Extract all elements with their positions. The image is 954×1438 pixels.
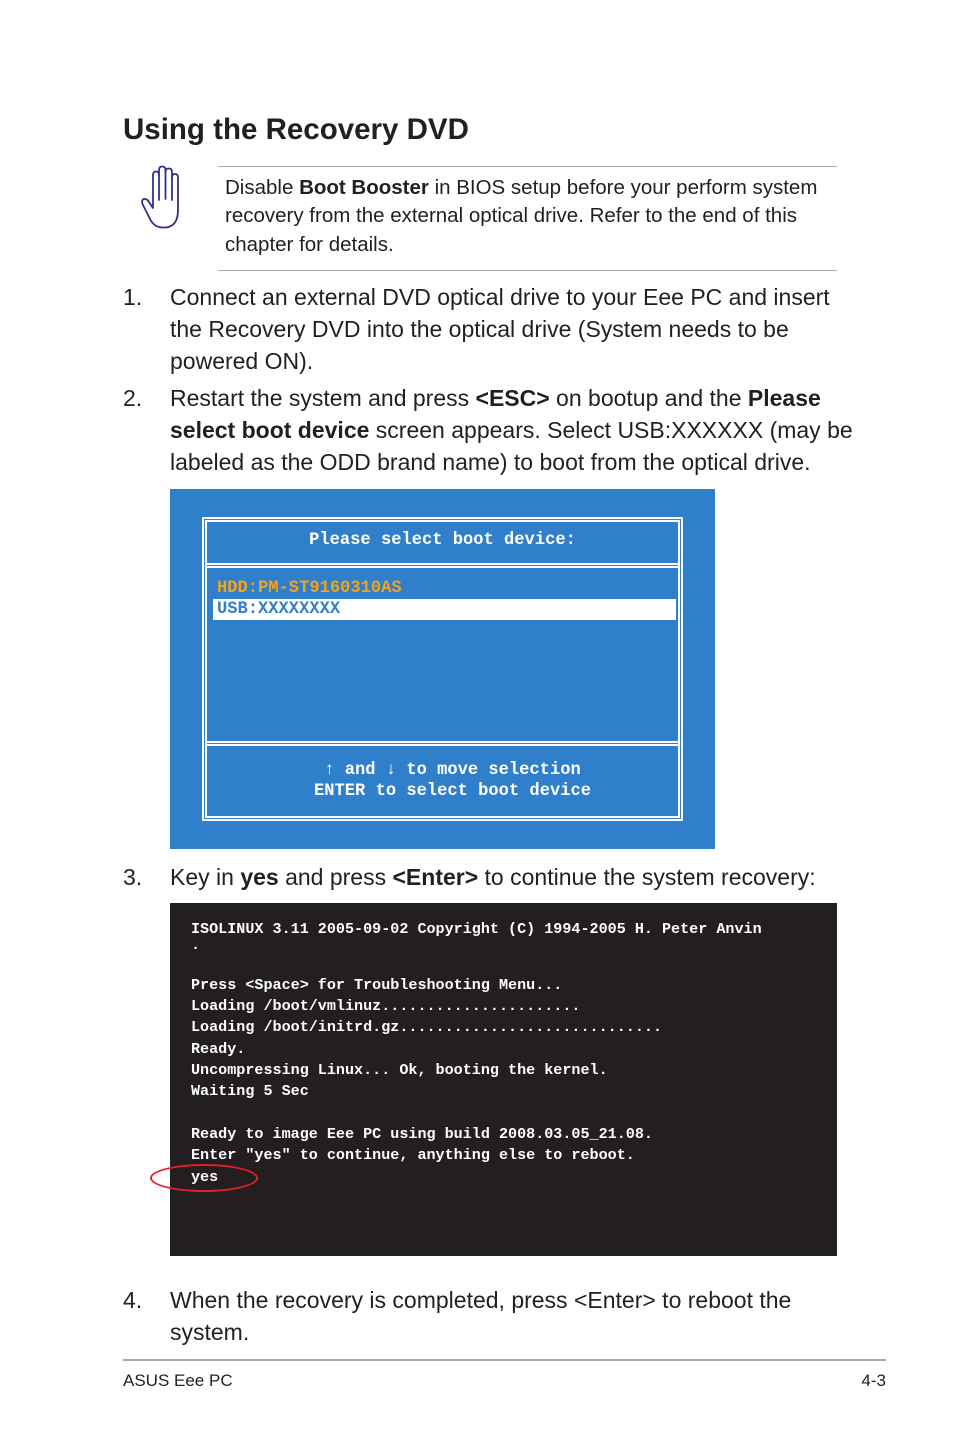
boot-device-usb: USB:XXXXXXXX: [213, 599, 676, 620]
step-text: [170, 382, 853, 478]
boot-menu-frame: [202, 517, 683, 821]
step-line: the Recovery DVD into the optical drive (System needs to be: [170, 316, 789, 342]
terminal-input-yes: yes: [191, 1167, 219, 1186]
terminal-line: Ready to image Eee PC using build 2008.03.05_21.08.: [191, 1125, 653, 1144]
bold-text: Boot Booster: [299, 175, 429, 199]
step-line: [170, 382, 853, 414]
boot-menu-screenshot: [170, 489, 715, 849]
step-line: labeled as the ODD brand name) to boot from the optical drive.: [170, 449, 811, 475]
footer-divider: [123, 1359, 886, 1361]
yes-highlight-ellipse: [150, 1164, 258, 1192]
terminal-block: [191, 921, 762, 953]
footer-product-name: ASUS Eee PC: [123, 1371, 233, 1390]
step-line: [170, 861, 816, 893]
note-text: [225, 174, 817, 260]
finger-separators: [159, 172, 172, 200]
text-run: Restart the system and press: [170, 385, 476, 411]
step-text: [170, 281, 830, 377]
text-run: screen appears. Select USB:XXXXXX (may be: [369, 417, 853, 443]
bold-text: Please: [747, 385, 821, 411]
bold-text: <Enter>: [392, 864, 479, 890]
page-title: Using the Recovery DVD: [123, 113, 469, 146]
note-box: [218, 166, 837, 271]
step-line: powered ON).: [170, 348, 314, 374]
step-line: When the recovery is completed, press <Enter> to reboot the: [170, 1287, 792, 1313]
step-line: system.: [170, 1319, 250, 1345]
boot-menu-title: Please select boot device:: [207, 522, 678, 568]
terminal-line: Press <Space> for Troubleshooting Menu...: [191, 976, 563, 994]
boot-help-line: ENTER to select boot device: [314, 781, 591, 801]
bold-text: <ESC>: [475, 385, 550, 411]
page-number: 4-3: [861, 1371, 886, 1390]
terminal-line: Loading /boot/vmlinuz......................: [191, 997, 581, 1016]
step-text: [170, 861, 816, 893]
terminal-block: [191, 975, 762, 1102]
step-number: 4.: [123, 1287, 143, 1313]
text-run: to continue the system recovery:: [478, 864, 816, 890]
terminal-screenshot: [170, 903, 837, 1256]
terminal-line: Enter "yes" to continue, anything else to reboot.: [191, 1146, 635, 1165]
boot-menu-help: [207, 741, 678, 816]
text-run: Disable: [225, 175, 300, 199]
boot-help-line: ↑ and ↓ to move selection: [324, 760, 581, 780]
terminal-line: Loading /boot/initrd.gz.............................: [191, 1018, 663, 1037]
bold-text: select boot device: [170, 417, 370, 443]
terminal-line: Waiting 5 Sec: [191, 1082, 309, 1101]
boot-device-list: [207, 568, 678, 741]
text-run: and press: [278, 864, 393, 890]
terminal-line: ISOLINUX 3.11 2005-09-02 Copyright (C) 1994-2005 H. Peter Anvin: [191, 920, 762, 938]
step-line: [170, 414, 853, 446]
terminal-line: .: [191, 936, 201, 954]
step-number: 1.: [123, 284, 143, 310]
bold-text: yes: [240, 864, 279, 890]
note-line: recovery from the external optical drive. Refer to the end of this: [225, 204, 797, 227]
text-run: Key in: [170, 864, 241, 890]
terminal-line: Ready.: [191, 1039, 246, 1058]
terminal-block: [191, 1124, 762, 1188]
note-line: [225, 174, 817, 203]
step-line: Connect an external DVD optical drive to your Eee PC and insert: [170, 284, 830, 310]
note-line: chapter for details.: [225, 232, 394, 256]
hand-stop-icon: [139, 164, 187, 230]
step-number: 2.: [123, 385, 143, 411]
step-number: 3.: [123, 864, 143, 890]
text-run: on bootup and the: [549, 385, 748, 411]
step-text: [170, 1284, 791, 1348]
terminal-output: [191, 921, 762, 1188]
text-run: in BIOS setup before your perform system: [428, 175, 818, 199]
terminal-line: Uncompressing Linux... Ok, booting the kernel.: [191, 1060, 608, 1079]
boot-device-hdd: HDD:PM-ST9160310AS: [217, 578, 402, 598]
